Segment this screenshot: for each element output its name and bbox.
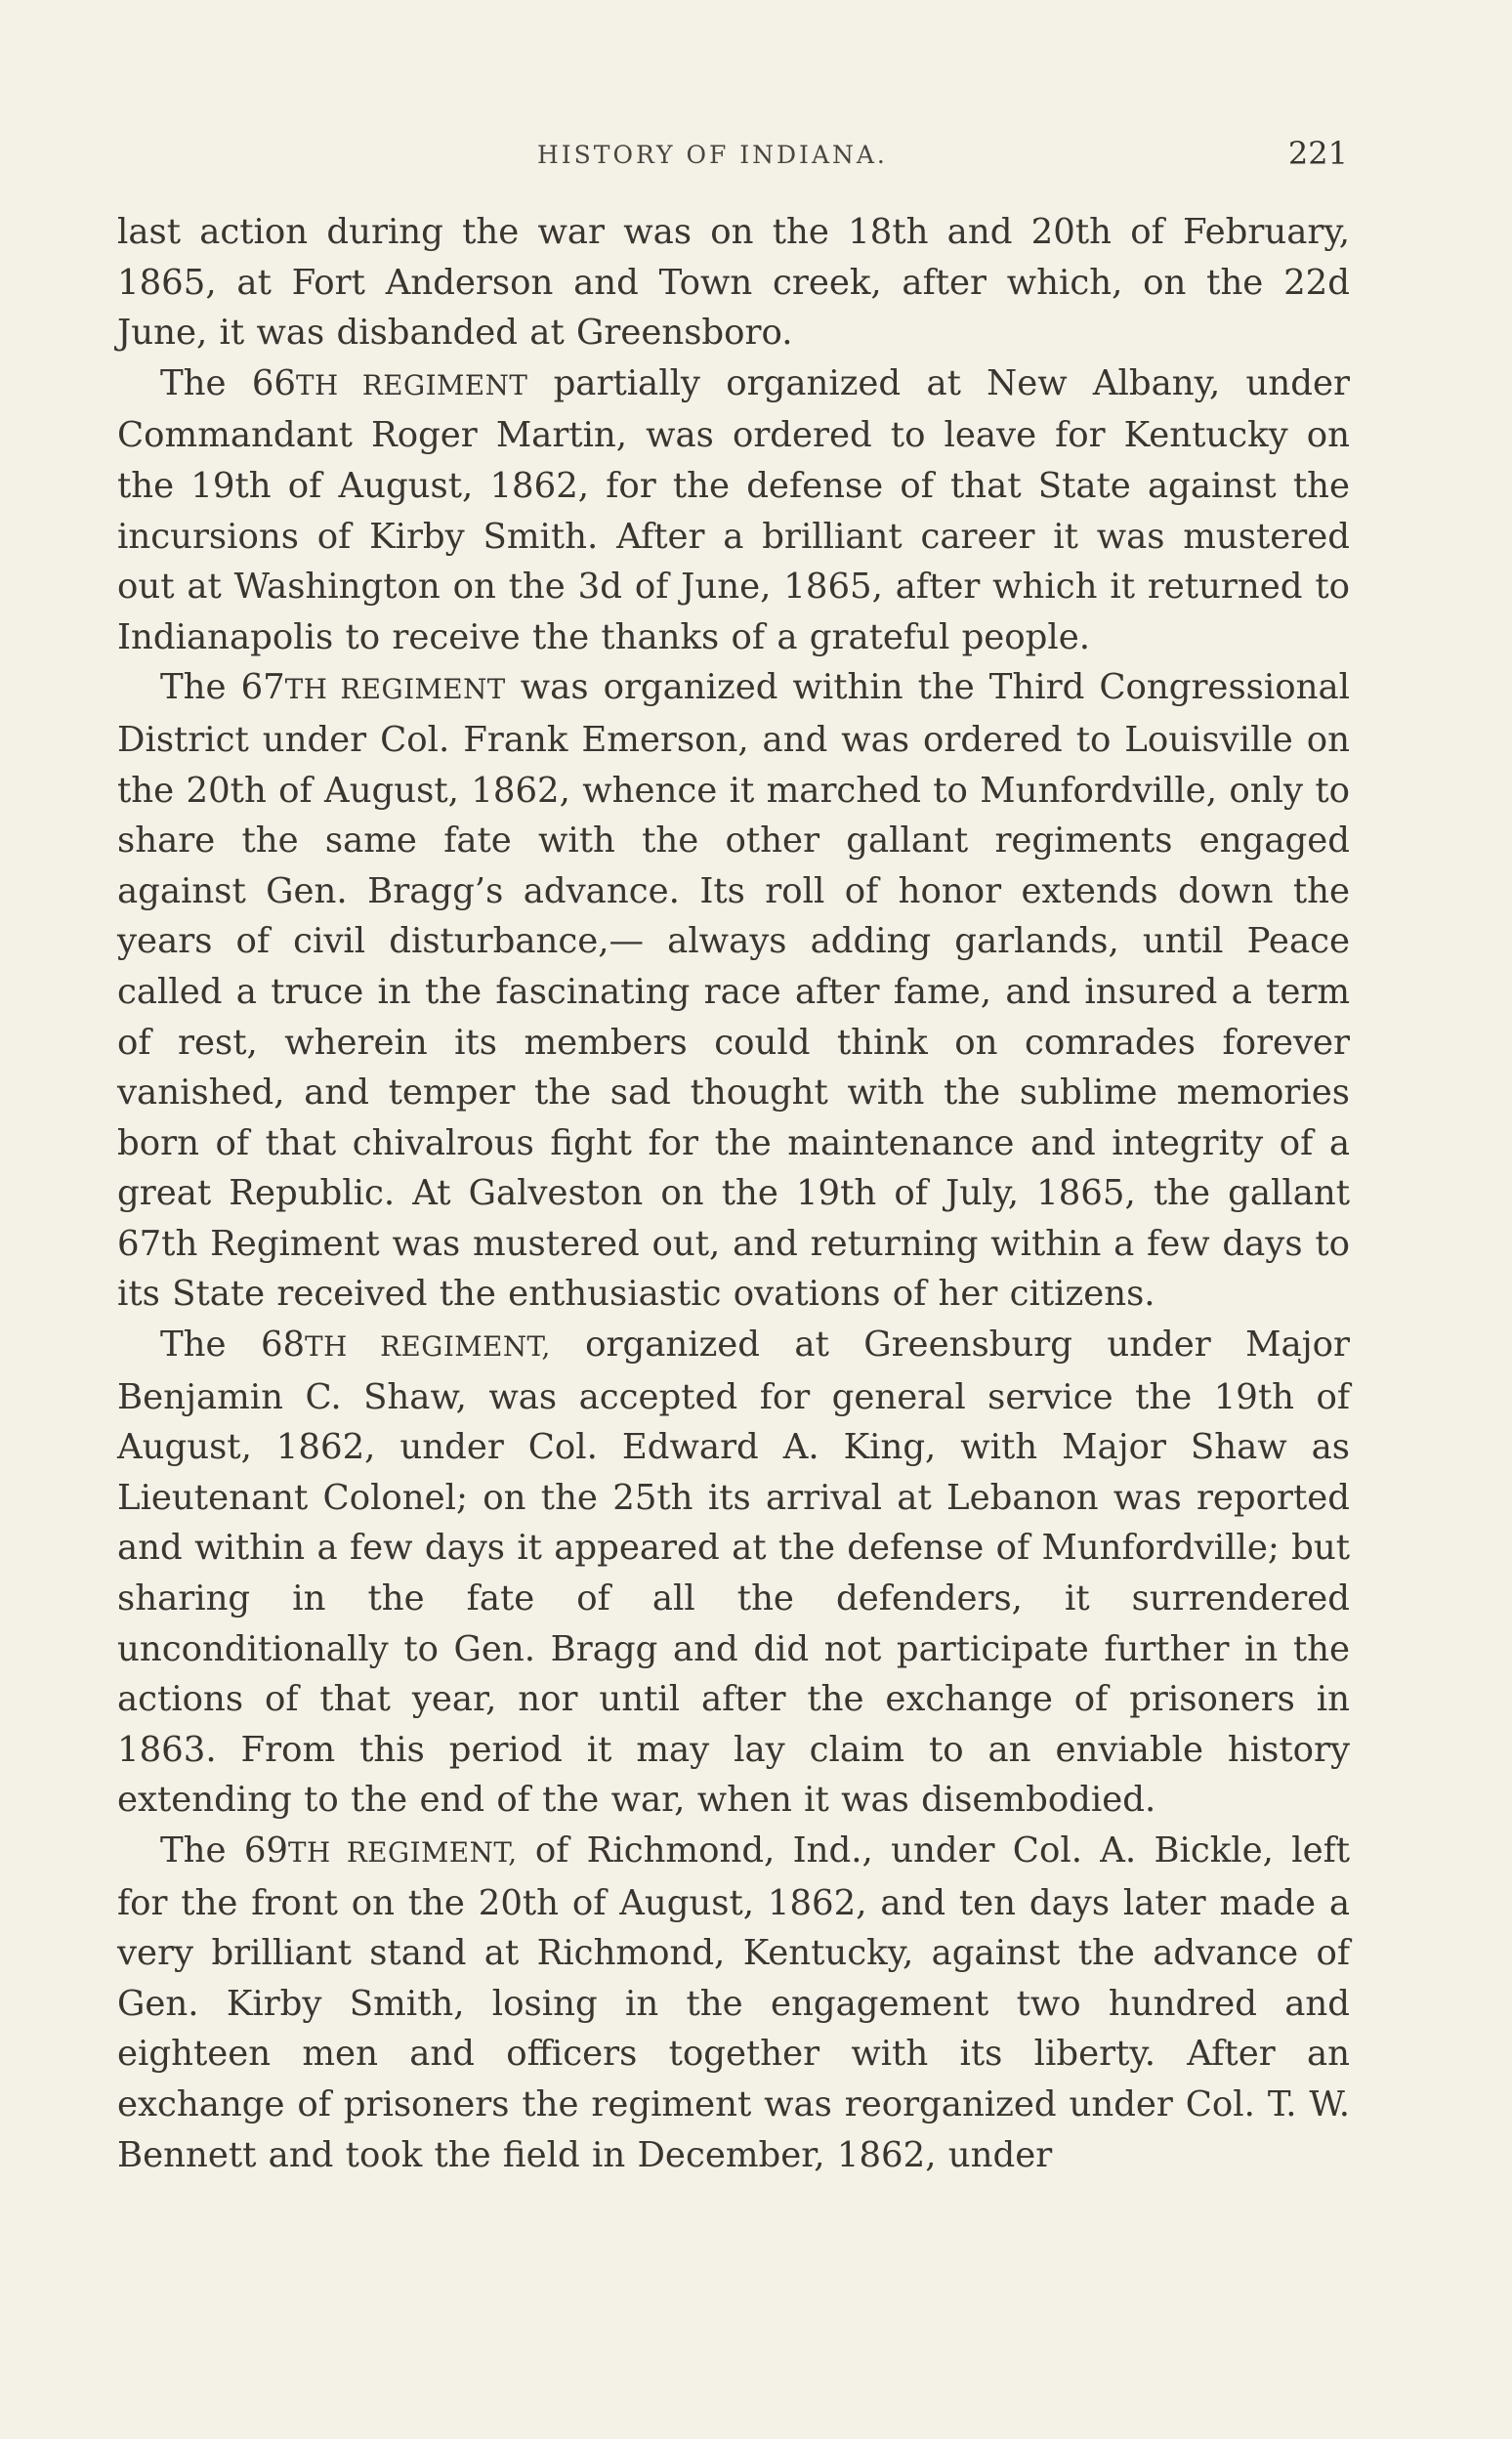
paragraph-text: partially organized at New Albany, under Commandant Roger Martin, was ordered to leave for Kentucky on the 19th of August, 1862, for the defense of that State against the incursions of Kirby Smith. After a brilliant career it was mustered out at Washington on the 3d of June, 1865, after which it returned to Indianapolis to receive the thanks of a grateful people. [117,362,1350,657]
paragraph-lead: The 66 [160,362,297,403]
paragraph-68th-regiment [117,1320,1350,1826]
paragraph-text: was organized within the Third Congressional District under Col. Frank Emerson, and was ordered to Louisville on the 20th of August, 1862, whence it marched to Munfordville, only to share the same fate with the other gallant regiments engaged against Gen. Bragg’s advance. Its roll of honor extends down the years of civil disturbance,— always adding garlands, until Peace called a truce in the fascinating race after fame, and insured a term of rest, wherein its members could think on comrades forever vanished, and temper the sad thought with the sublime memories born of that chivalrous fight for the maintenance and integrity of a great Republic. At Galveston on the 19th of July, 1865, the gallant 67th Regiment was mustered out, and returning within a few days to its State received the enthusiastic ovations of her citizens. [117,667,1350,1315]
paragraph-1 [117,207,1350,358]
paragraph-lead: The 69 [160,1830,289,1871]
regiment-heading: TH REGIMENT, [288,1836,518,1869]
running-head [117,135,1348,178]
paragraph-69th-regiment [117,1826,1350,2180]
paragraph-text: organized at Greensburg under Major Benjamin C. Shaw, was accepted for general service the 19th of August, 1862, under Col. Edward A. King, with Major Shaw as Lieutenant Colonel; on the 25th its arrival at Lebanon was reported and within a few days it appeared at the defense of Munfordville; but sharing in the fate of all the defenders, it surrendered unconditionally to Gen. Bragg and did not participate further in the actions of that year, nor until after the exchange of prisoners in 1863. From this period it may lay claim to an enviable history extending to the end of the war, when it was disembodied. [117,1325,1351,1821]
paragraph-lead: The 67 [160,667,285,708]
regiment-heading: TH REGIMENT, [305,1330,551,1364]
body-text [117,207,1350,2180]
paragraph-lead: The 68 [160,1325,306,1366]
paragraph-text: last action during the war was on the 18th and 20th of February, 1865, at Fort Anderson and Town creek, after which, on the 22d June, it was disbanded at Greensboro. [117,212,1350,354]
paragraph-text: of Richmond, Ind., under Col. A. Bickle, left for the front on the 20th of August, 1862, and ten days later made a very brilliant stand at Richmond, Kentucky, against the advance of Gen. Kirby Smith, losing in the engagement two hundred and eighteen men and officers together with its liberty. After an exchange of prisoners the regiment was reorganized under Col. T. W. Bennett and took the field in December, 1862, under [117,1830,1350,2175]
regiment-heading: TH REGIMENT [296,368,528,401]
running-title: HISTORY OF INDIANA. [537,141,888,169]
regiment-heading: TH REGIMENT [284,673,506,706]
paragraph-66th-regiment [117,358,1350,663]
paragraph-67th-regiment [117,662,1350,1320]
page-number: 221 [1287,135,1348,172]
